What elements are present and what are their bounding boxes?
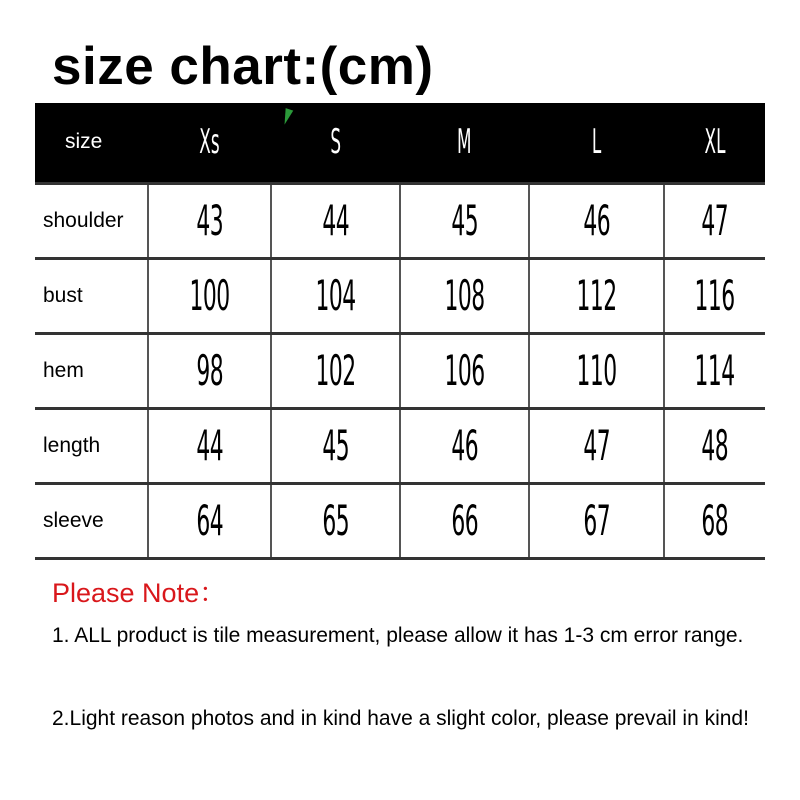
table-cell <box>529 183 664 258</box>
size-header-label: Xs <box>199 122 220 163</box>
cell-value: 112 <box>576 271 617 320</box>
cell-value: 110 <box>576 346 617 395</box>
cell-value: 104 <box>315 271 356 320</box>
table-header-row <box>35 103 765 183</box>
table-cell <box>400 258 529 333</box>
table-row <box>35 333 765 408</box>
size-header-label: XL <box>704 122 725 163</box>
row-label: length <box>35 408 148 483</box>
cell-value: 67 <box>583 496 610 545</box>
cell-value: 46 <box>583 196 610 245</box>
table-cell <box>529 258 664 333</box>
table-cell <box>148 183 271 258</box>
cell-value: 108 <box>444 271 485 320</box>
table-cell <box>529 408 664 483</box>
size-table-container <box>35 103 765 560</box>
table-cell <box>400 483 529 558</box>
cell-value: 45 <box>451 196 478 245</box>
table-cell <box>271 258 400 333</box>
note-item: 2.Light reason photos and in kind have a slight color, please prevail in kind! <box>52 707 749 730</box>
cell-value: 68 <box>701 496 729 545</box>
size-header-label: S <box>330 122 341 163</box>
cell-value: 106 <box>444 346 485 395</box>
table-row <box>35 258 765 333</box>
note-item: 1. ALL product is tile measurement, please allow it has 1-3 cm error range. <box>52 624 744 647</box>
size-header <box>664 103 765 183</box>
table-row <box>35 483 765 558</box>
table-cell <box>400 333 529 408</box>
cell-value: 65 <box>322 496 349 545</box>
size-header <box>148 103 271 183</box>
row-label: sleeve <box>35 483 148 558</box>
table-cell <box>400 408 529 483</box>
size-header <box>400 103 529 183</box>
table-cell <box>271 333 400 408</box>
cell-value: 47 <box>701 196 729 245</box>
cell-value: 66 <box>451 496 478 545</box>
table-cell <box>529 483 664 558</box>
table-cell <box>400 183 529 258</box>
cell-value: 98 <box>196 346 223 395</box>
cell-value: 47 <box>583 421 610 470</box>
table-cell <box>664 483 765 558</box>
table-cell <box>148 258 271 333</box>
cell-value: 46 <box>451 421 478 470</box>
cell-value: 100 <box>189 271 230 320</box>
size-header-label: M <box>457 122 472 163</box>
cell-value: 116 <box>694 271 736 320</box>
cell-value: 114 <box>694 346 736 395</box>
row-label: hem <box>35 333 148 408</box>
row-label: shoulder <box>35 183 148 258</box>
size-header <box>529 103 664 183</box>
table-cell <box>148 408 271 483</box>
table-cell <box>529 333 664 408</box>
cell-value: 102 <box>315 346 356 395</box>
cell-value: 44 <box>196 421 223 470</box>
row-label: bust <box>35 258 148 333</box>
table-cell <box>664 258 765 333</box>
cell-value: 43 <box>196 196 223 245</box>
cell-value: 64 <box>196 496 223 545</box>
table-row <box>35 183 765 258</box>
table-row <box>35 408 765 483</box>
size-header-label: L <box>591 122 602 163</box>
cell-value: 45 <box>322 421 349 470</box>
table-cell <box>271 483 400 558</box>
note-title: Please Note： <box>52 578 227 608</box>
corner-label: size <box>65 130 103 154</box>
cell-value: 48 <box>701 421 729 470</box>
table-cell <box>148 483 271 558</box>
size-table <box>35 103 765 560</box>
table-cell <box>664 183 765 258</box>
table-cell <box>271 408 400 483</box>
table-cell <box>148 333 271 408</box>
table-cell <box>271 183 400 258</box>
page-title: size chart:(cm) <box>52 37 434 96</box>
table-cell <box>664 333 765 408</box>
cell-value: 44 <box>322 196 349 245</box>
table-cell <box>664 408 765 483</box>
